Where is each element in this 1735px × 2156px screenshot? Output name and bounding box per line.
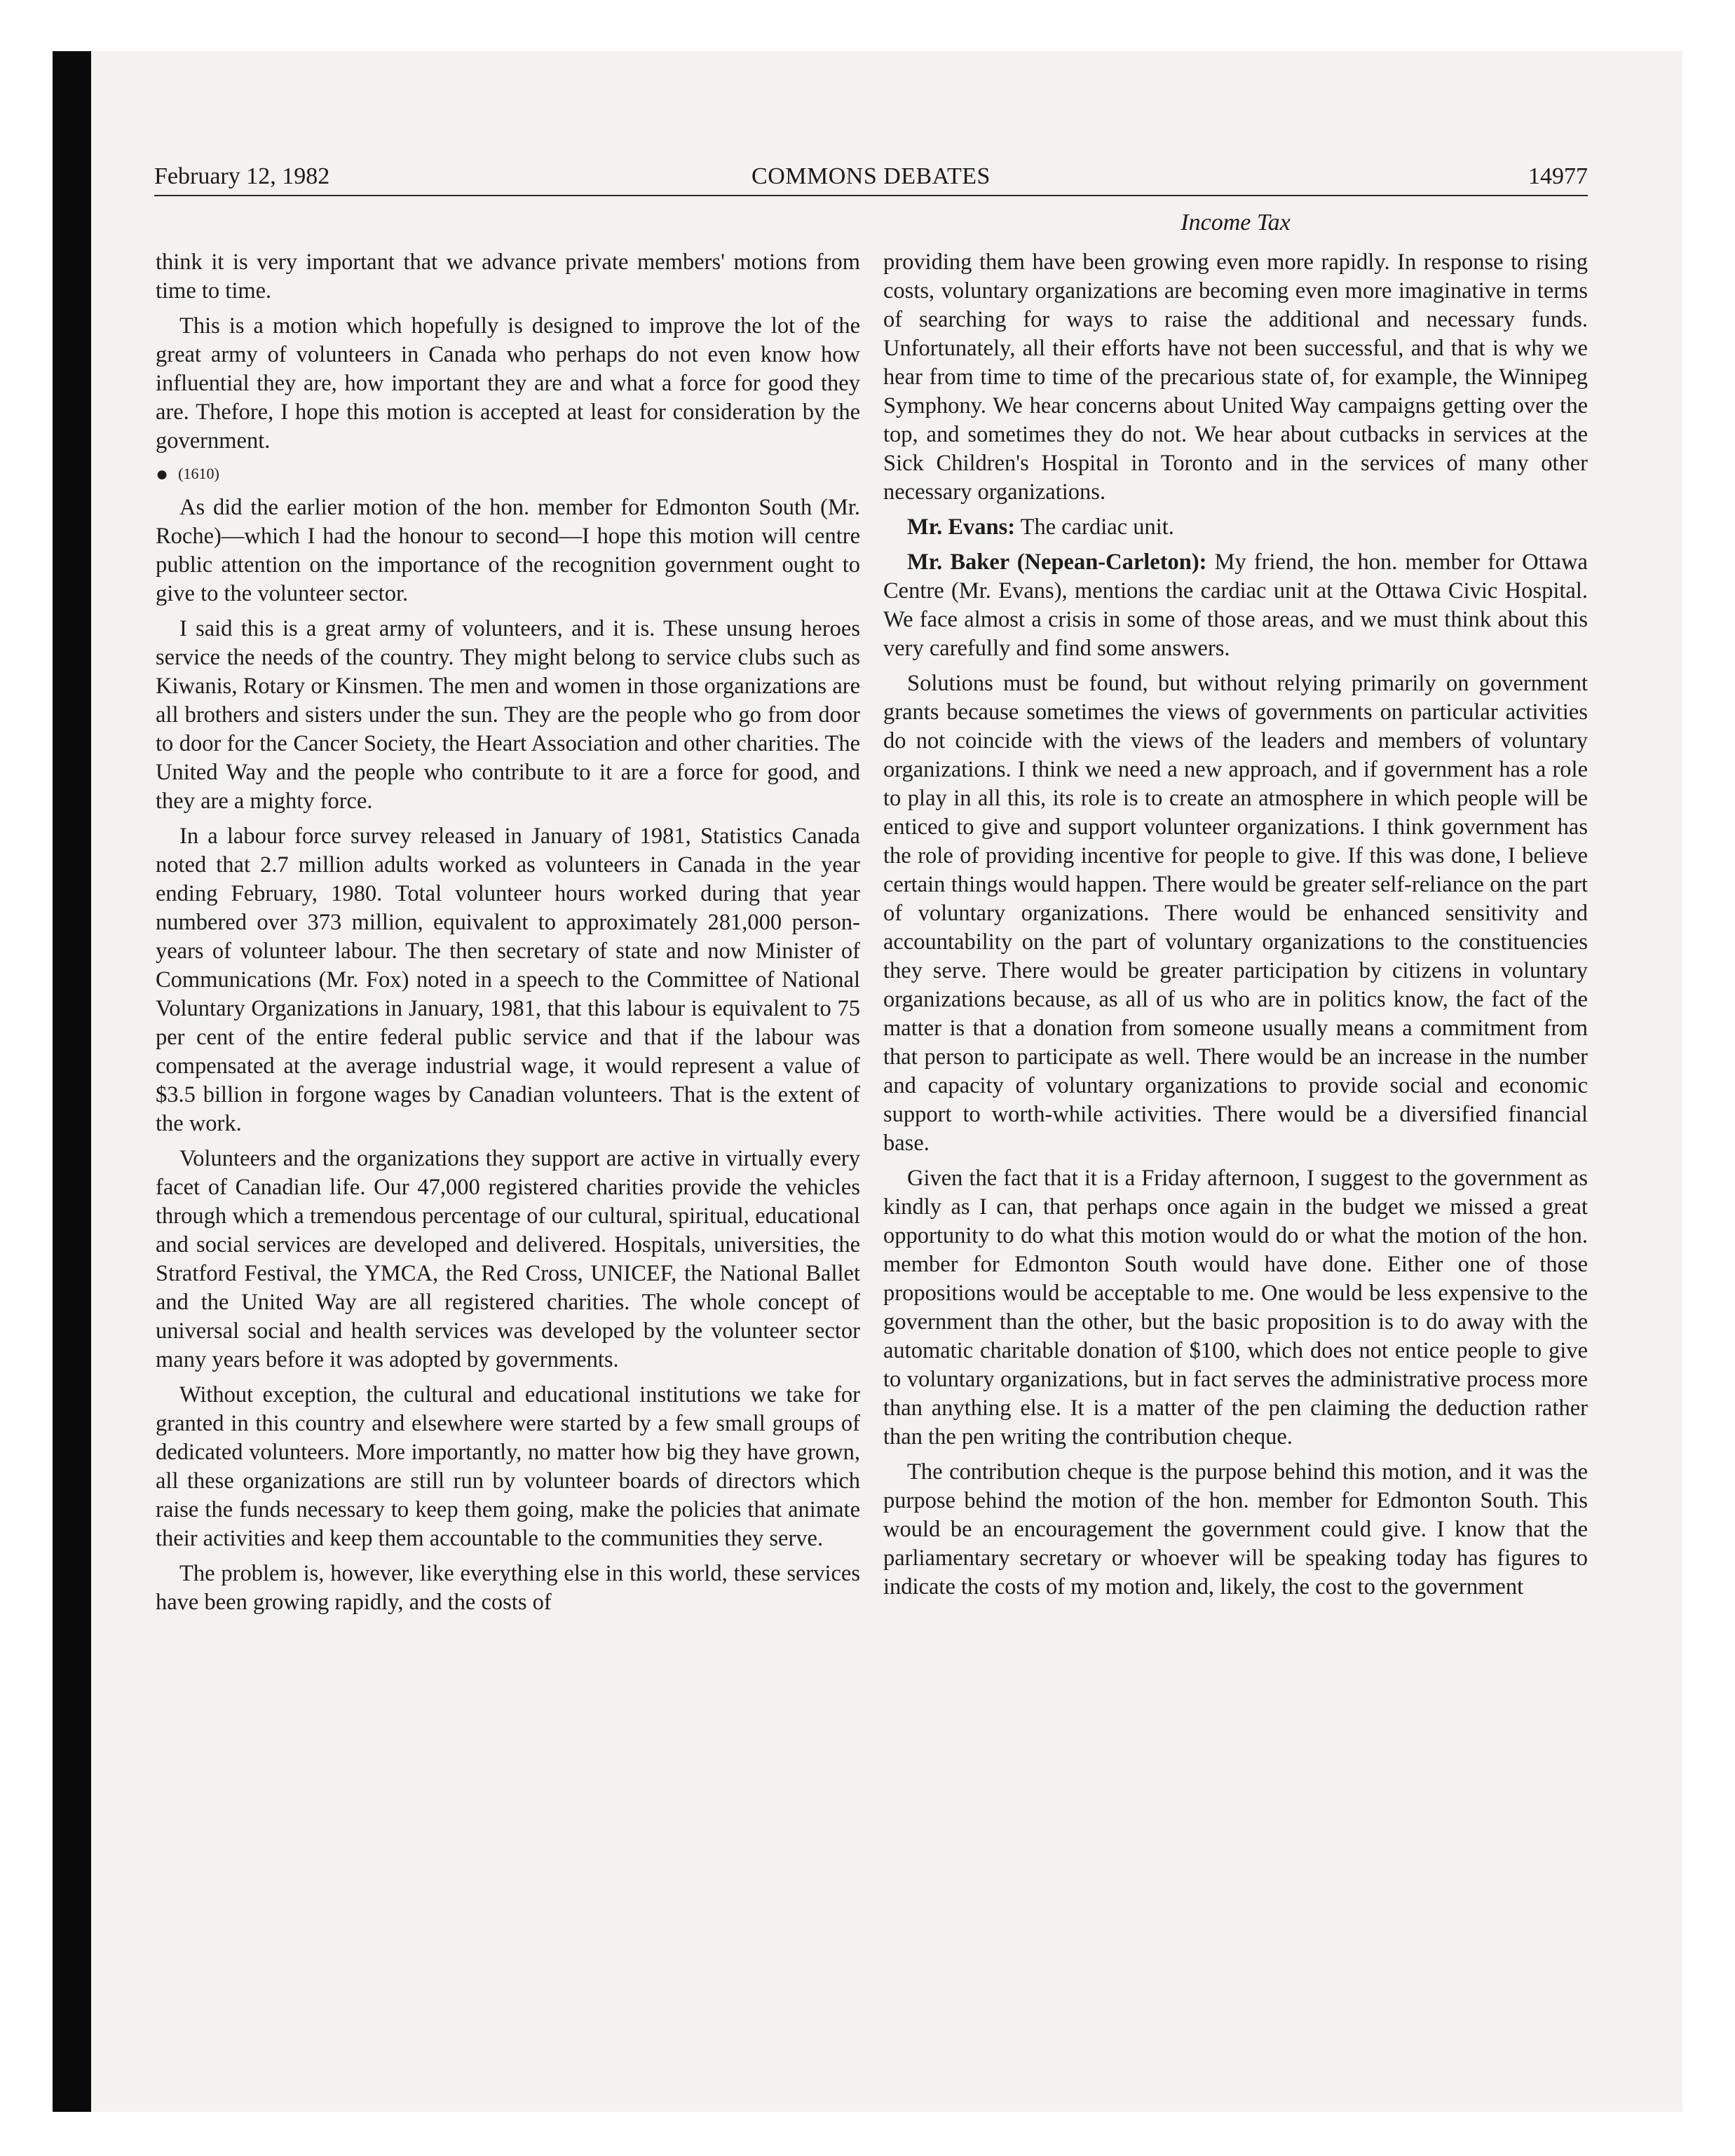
- subject-heading: Income Tax: [1181, 210, 1291, 236]
- speech-text: My friend, the hon. member for Ottawa Centre (Mr. Evans), mentions the cardiac unit at the Ottawa Civic Hospital. We face almost a crisis in some of those areas, and we must think about this very carefully and find some answers.: [883, 550, 1588, 661]
- header-rule: [154, 195, 1588, 196]
- paragraph: think it is very important that we advance private members' motions from time to time.: [156, 250, 860, 303]
- speech-paragraph: [883, 513, 1588, 542]
- paragraph: Without exception, the cultural and educational institutions we take for granted in this country and elsewhere were started by a few small groups of dedicated volunteers. More importantly, no matter how big they have grown, all these organizations are still run by volunteer boards of directors which raise the funds necessary to keep them going, make the policies that animate their activities and keep them accountable to the communities they serve.: [156, 1382, 860, 1551]
- paragraph: Solutions must be found, but without relying primarily on government grants because sometimes the views of governments on particular activities do not coincide with the views of the leaders and members of voluntary organizations. I think we need a new approach, and if government has a role to play in all this, its role is to create an atmosphere in which people will be enticed to give and support volunteer organizations. I think government has the role of providing incentive for people to give. If this was done, I believe certain things would happen. There would be greater self-reliance on the part of voluntary organizations. There would be enhanced sensitivity and accountability on the part of voluntary organizations to the constituencies they serve. There would be greater participation by citizens in voluntary organizations because, as all of us who are in politics know, the fact of the matter is that a donation from someone usually means a commitment from that person to participate as well. There would be an increase in the number and capacity of voluntary organizations to provide social and economic support to worth-while activities. There would be a diversified financial base.: [883, 671, 1588, 1156]
- time-marker: [156, 462, 860, 486]
- speech-paragraph: [883, 548, 1588, 663]
- header-journal-title: COMMONS DEBATES: [751, 163, 991, 189]
- paragraph: Given the fact that it is a Friday afternoon, I suggest to the government as kindly as I can, that perhaps once again in the budget we missed a great opportunity to do what this motion would do or what the motion of the hon. member for Edmonton South would have done. Either one of those propositions would be acceptable to me. One would be less expensive to the government than the other, but the basic proposition is to do away with the automatic charitable donation of $100, which does not entice people to give to voluntary organizations, but in fact serves the administrative process more than anything else. It is a matter of the pen claiming the deduction rather than the pen writing the contribution cheque.: [883, 1166, 1588, 1449]
- paragraph: The problem is, however, like everything else in this world, these services have been growing rapidly, and the costs of: [156, 1561, 860, 1615]
- paragraph: As did the earlier motion of the hon. member for Edmonton South (Mr. Roche)—which I had the honour to second—I hope this motion will centre public attention on the importance of the recognition government ought to give to the volunteer sector.: [156, 495, 860, 606]
- paragraph: This is a motion which hopefully is designed to improve the lot of the great army of volunteers in Canada who perhaps do not even know how influential they are, how important they are and what a force for good they are. Thefore, I hope this motion is accepted at least for consideration by the government.: [156, 313, 860, 453]
- paragraph: Volunteers and the organizations they support are active in virtually every facet of Canadian life. Our 47,000 registered charities provide the vehicles through which a tremendous percentage of our cultural, spiritual, educational and social services are developed and delivered. Hospitals, universities, the Stratford Festival, the YMCA, the Red Cross, UNICEF, the National Ballet and the United Way are all registered charities. The whole concept of universal social and health services was developed by the volunteer sector many years before it was adopted by governments.: [156, 1146, 860, 1372]
- header-page-number: 14977: [1528, 163, 1588, 189]
- paragraph: providing them have been growing even more rapidly. In response to rising costs, voluntary organizations are becoming even more imaginative in terms of searching for ways to raise the additional and necessary funds. Unfortunately, all their efforts have not been successful, and that is why we hear from time to time of the precarious state of, for example, the Winnipeg Symphony. We hear concerns about United Way campaigns getting over the top, and sometimes they do not. We hear about cutbacks in services at the Sick Children's Hospital in Toronto and in the services of many other necessary organizations.: [883, 250, 1588, 505]
- time-marker-label: (1610): [178, 465, 219, 482]
- right-column: [883, 248, 1588, 1608]
- running-head: [154, 161, 1588, 192]
- speaker-name: Mr. Baker (Nepean-Carleton):: [907, 550, 1207, 575]
- speech-text: The cardiac unit.: [1015, 514, 1174, 540]
- paragraph: The contribution cheque is the purpose behind this motion, and it was the purpose behind the motion of the hon. member for Edmonton South. This would be an encouragement the government could give. I know that the parliamentary secretary or whoever will be speaking today has figures to indicate the costs of my motion and, likely, the cost to the government: [883, 1459, 1588, 1599]
- left-column: [156, 248, 860, 1623]
- header-date: February 12, 1982: [154, 163, 330, 189]
- scan-edge: [53, 51, 91, 2112]
- bullet-icon: ●: [156, 463, 169, 486]
- paragraph: I said this is a great army of volunteers, and it is. These unsung heroes service the needs of the country. They might belong to service clubs such as Kiwanis, Rotary or Kinsmen. The men and women in those organizations are all brothers and sisters under the sun. They are the people who go from door to door for the Cancer Society, the Heart Association and other charities. The United Way and the people who contribute to it are a force for good, and they are a mighty force.: [156, 616, 860, 814]
- speaker-name: Mr. Evans:: [907, 514, 1016, 540]
- paragraph: In a labour force survey released in January of 1981, Statistics Canada noted that 2.7 million adults worked as volunteers in Canada in the year ending February, 1980. Total volunteer hours worked during that year numbered over 373 million, equivalent to approximately 281,000 person-years of volunteer labour. The then secretary of state and now Minister of Communications (Mr. Fox) noted in a speech to the Committee of National Voluntary Organizations in January, 1981, that this labour is equivalent to 75 per cent of the entire federal public service and that if the labour was compensated at the average industrial wage, it would represent a value of $3.5 billion in forgone wages by Canadian volunteers. That is the extent of the work.: [156, 824, 860, 1136]
